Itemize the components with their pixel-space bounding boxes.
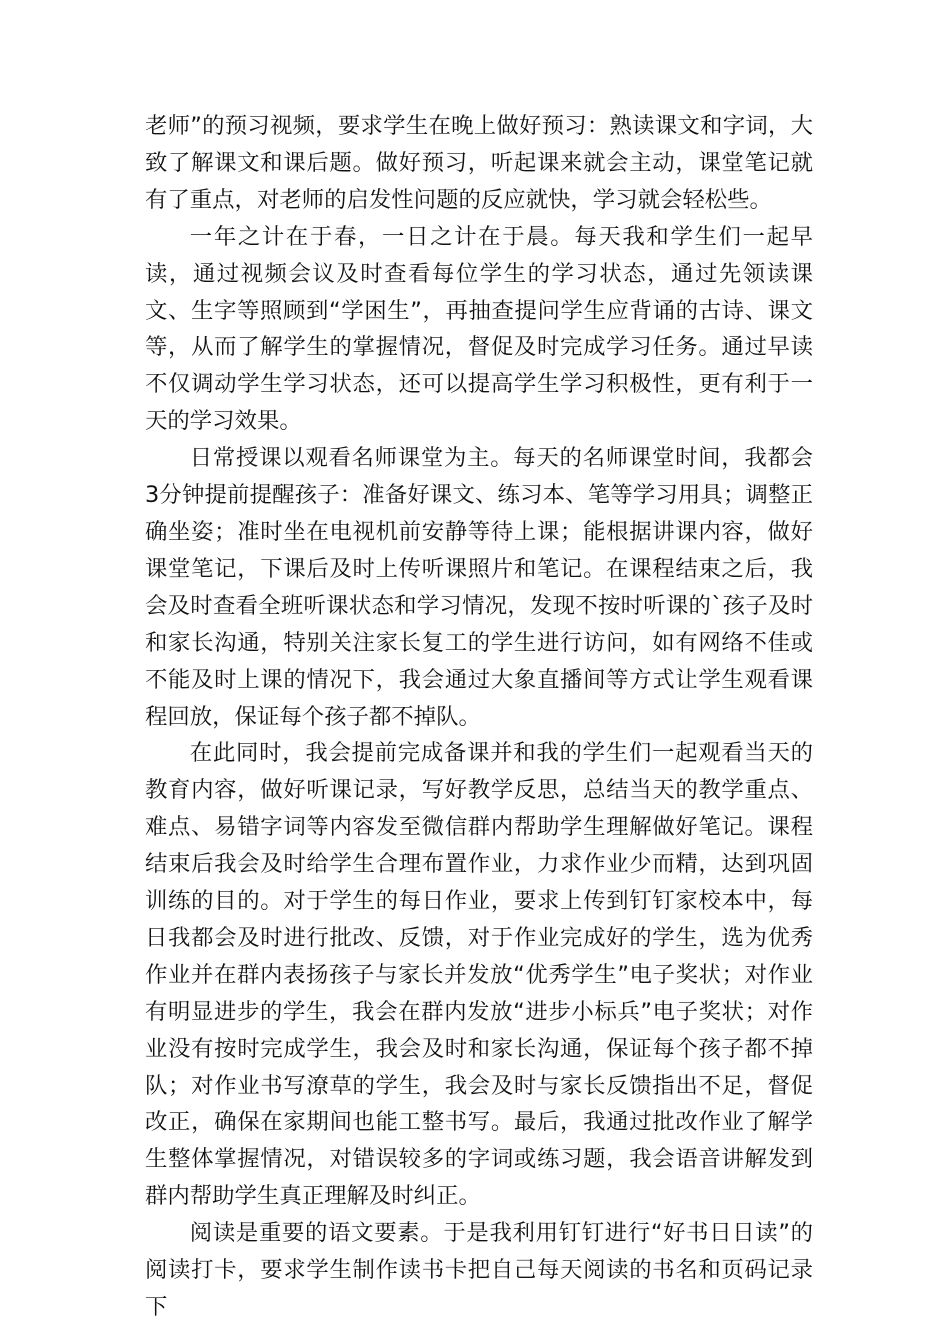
paragraph-2: 一年之计在于春，一日之计在于晨。每天我和学生们一起早读，通过视频会议及时查看每位学生的学习状态，通过先领读课文、生字等照顾到“学困生”，再抽查提问学生应背诵的古诗、课文等，从而了解学生的掌握情况，督促及时完成学习任务。通过早读不仅调动学生学习状态，还可以提高学生学习积极性，更有利于一天的学习效果。 [145, 223, 813, 435]
paragraph-1: 老师”的预习视频，要求学生在晚上做好预习：熟读课文和字词，大致了解课文和课后题。做好预习，听起课来就会主动，课堂笔记就有了重点，对老师的启发性问题的反应就快，学习就会轻松些。 [145, 113, 813, 213]
paragraph-4: 在此同时，我会提前完成备课并和我的学生们一起观看当天的教育内容，做好听课记录，写好教学反思，总结当天的教学重点、难点、易错字词等内容发至微信群内帮助学生理解做好笔记。课程结束后我会及时给学生合理布置作业，力求作业少而精，达到巩固训练的目的。对于学生的每日作业，要求上传到钉钉家校本中，每日我都会及时进行批改、反馈，对于作业完成好的学生，选为优秀作业并在群内表扬孩子与家长并发放“优秀学生”电子奖状；对作业有明显进步的学生，我会在群内发放“进步小标兵”电子奖状；对作业没有按时完成学生，我会及时和家长沟通，保证每个孩子都不掉队；对作业书写潦草的学生，我会及时与家长反馈指出不足，督促改正，确保在家期间也能工整书写。最后，我通过批改作业了解学生整体掌握情况，对错误较多的字词或练习题，我会语音讲解发到群内帮助学生真正理解及时纠正。 [145, 740, 813, 1210]
paragraph-3: 日常授课以观看名师课堂为主。每天的名师课堂时间，我都会 3分钟提前提醒孩子：准备好课文、练习本、笔等学习用具；调整正确坐姿；准时坐在电视机前安静等待上课；能根据讲课内容，做好课堂笔记，下课后及时上传听课照片和笔记。在课程结束之后，我会及时查看全班听课状态和学习情况，发现不按时听课的`孩子及时和家长沟通，特别关注家长复工的学生进行访问，如有网络不佳或不能及时上课的情况下，我会通过大象直播间等方式让学生观看课程回放，保证每个孩子都不掉队。 [145, 445, 813, 730]
document-body [145, 108, 813, 1326]
paragraph-5: 阅读是重要的语文要素。于是我利用钉钉进行“好书日日读”的阅读打卡，要求学生制作读书卡把自己每天阅读的书名和页码记录下 [145, 1220, 813, 1320]
